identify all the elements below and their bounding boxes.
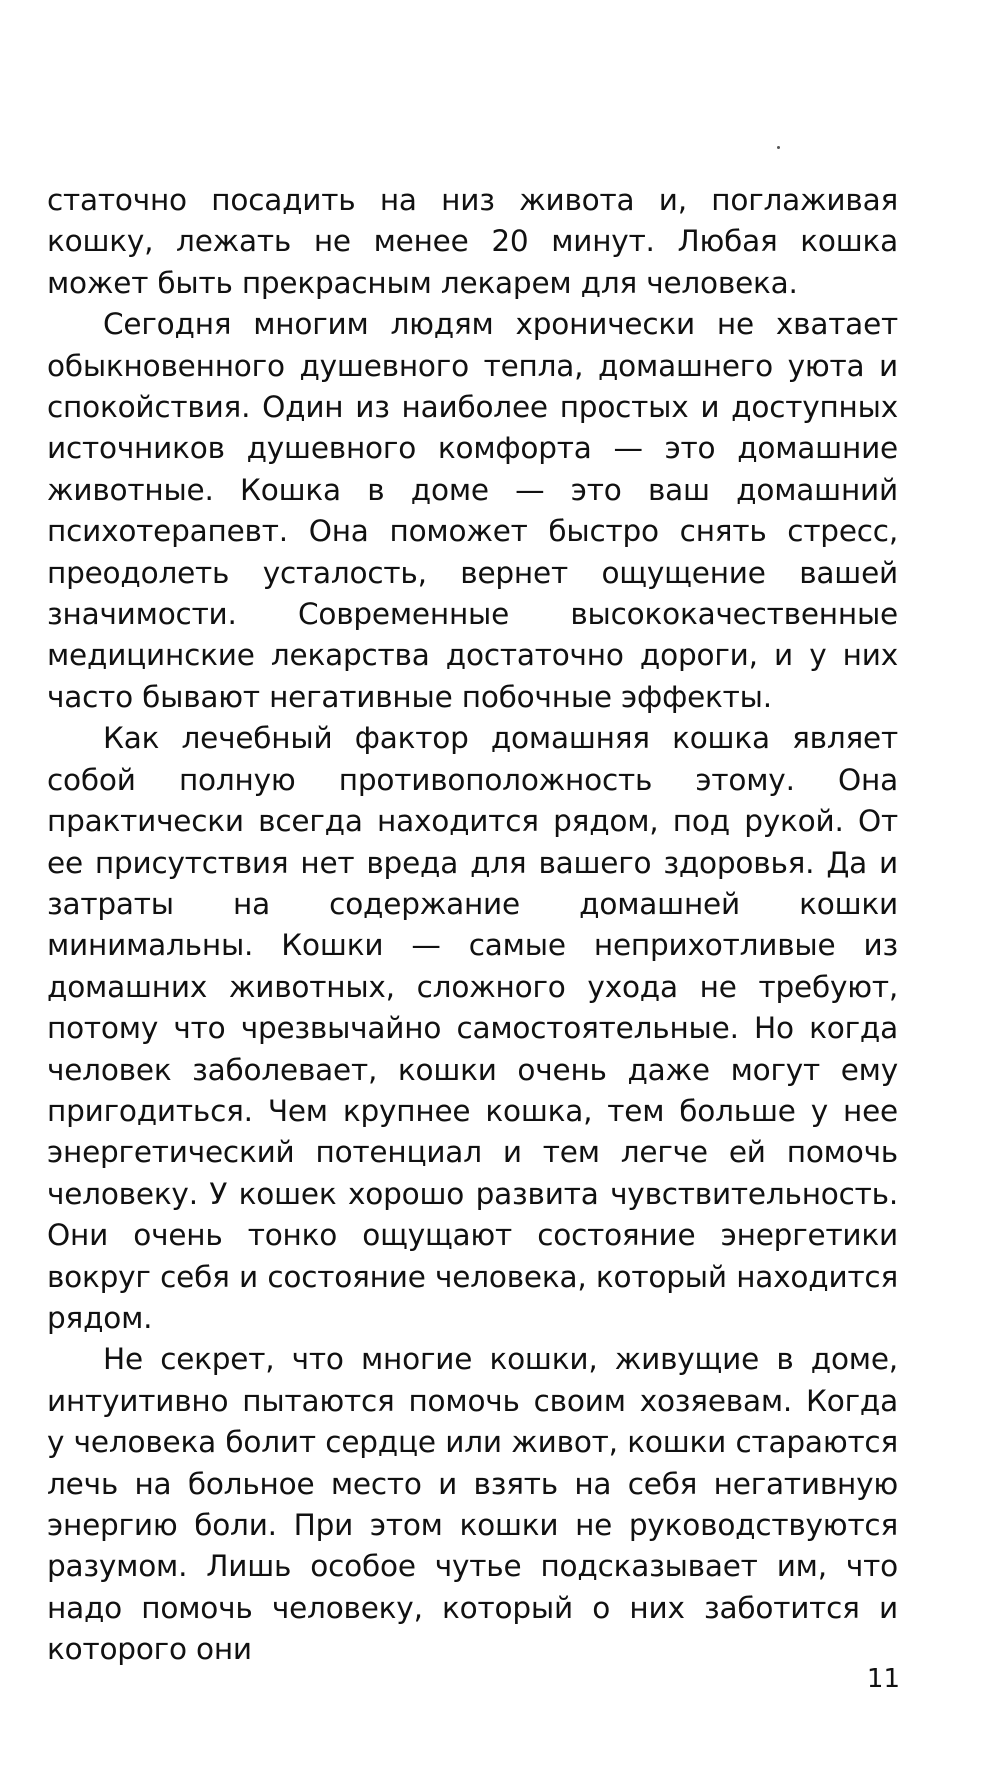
paragraph-2: Сегодня многим людям хронически не хватает обыкновенного душевного тепла, домашнего уюта и спокойствия. Один из наиболее простых и доступных источников душевного комфорта — это домашние животные. Кошка в доме — это ваш домашний психотерапевт. Она поможет быстро снять стресс, преодолеть усталость, вернет ощущение вашей значимости. Современные высококачественные медицинские лекарства достаточно дороги, и у них часто бывают негативные побочные эффекты.	[47, 307, 898, 714]
scan-speck	[777, 146, 780, 149]
body-text	[47, 180, 898, 1671]
paragraph-1: статочно посадить на низ живота и, поглаживая кошку, лежать не менее 20 минут. Любая кошка может быть прекрасным лекарем для человека.	[47, 183, 898, 300]
paragraph-3: Как лечебный фактор домашняя кошка являет собой полную противоположность этому. Она практически всегда находится рядом, под рукой. От ее присутствия нет вреда для вашего здоровья. Да и затраты на содержание домашней кошки минимальны. Кошки — самые неприхотливые из домашних животных, сложного ухода не требуют, потому что чрезвычайно самостоятельные. Но когда человек заболевает, кошки очень даже могут ему пригодиться. Чем крупнее кошка, тем больше у нее энергетический потенциал и тем легче ей помочь человеку. У кошек хорошо развита чувствительность. Они очень тонко ощущают состояние энергетики вокруг себя и состояние человека, который находится рядом.	[47, 721, 898, 1335]
paragraph-4: Не секрет, что многие кошки, живущие в доме, интуитивно пытаются помочь своим хозяевам. Когда у человека болит сердце или живот, кошки стараются лечь на больное место и взять на себя негативную энергию боли. При этом кошки не руководствуются разумом. Лишь особое чутье подсказывает им, что надо помочь человеку, который о них заботится и которого они	[47, 1342, 898, 1667]
page-number: 11	[866, 1664, 900, 1694]
